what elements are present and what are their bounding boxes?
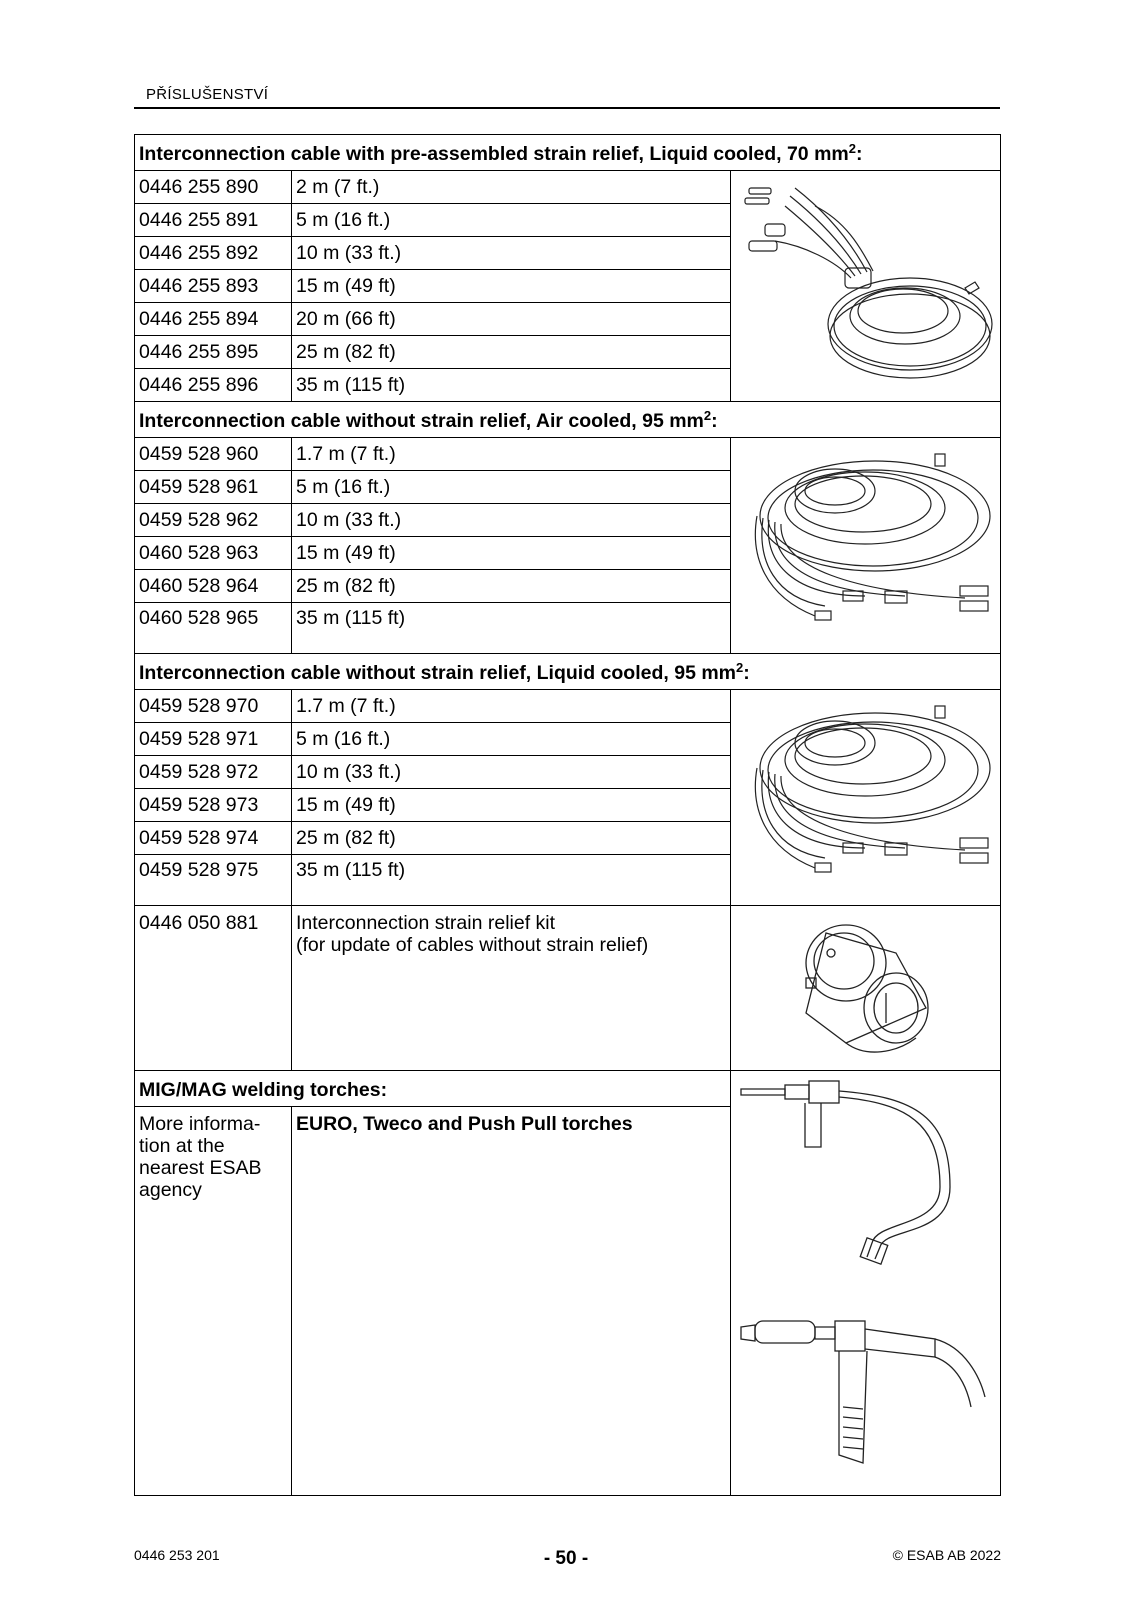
part-number: 0446 255 894 [135,303,292,336]
page-section-title: PŘÍSLUŠENSTVÍ [146,86,269,103]
part-number: 0459 528 970 [135,690,292,723]
kit-description: Interconnection strain relief kit (for update of cables without strain relief) [292,906,731,1071]
part-number: 0459 528 973 [135,789,292,822]
cable-length: 5 m (16 ft.) [292,723,731,756]
cable-length: 25 m (82 ft) [292,570,731,603]
table-row [135,171,1001,204]
table-row [135,438,1001,471]
part-number: 0459 528 960 [135,438,292,471]
part-number: 0459 528 975 [135,855,292,906]
cable-length: 35 m (115 ft) [292,855,731,906]
torches-header: MIG/MAG welding torches: [135,1071,731,1107]
cable-length: 5 m (16 ft.) [292,204,731,237]
cable-length: 25 m (82 ft) [292,336,731,369]
header-rule [134,107,1000,109]
part-number: 0459 528 961 [135,471,292,504]
cable-length: 35 m (115 ft) [292,369,731,402]
section-header-liquid95: Interconnection cable without strain relief, Liquid cooled, 95 $mm^2$: [135,654,1001,690]
cable-length: 10 m (33 ft.) [292,756,731,789]
part-number: 0459 528 972 [135,756,292,789]
accessories-table [134,134,1001,1496]
page-number: - 50 - [543,1548,589,1569]
part-number: 0460 528 964 [135,570,292,603]
section-header-air95: Interconnection cable without strain relief, Air cooled, 95 $mm^2$: [135,402,1001,438]
section-header-liquid70: Interconnection cable with pre-assembled strain relief, Liquid cooled, 70 $mm^2$: [135,135,1001,171]
cable-length: 2 m (7 ft.) [292,171,731,204]
cable-length: 10 m (33 ft.) [292,237,731,270]
part-number: 0446 255 896 [135,369,292,402]
part-number: 0446 255 895 [135,336,292,369]
strain-relief-kit-illustration [731,906,1001,1071]
part-number: 0446 255 892 [135,237,292,270]
part-number: 0460 528 963 [135,537,292,570]
cable-length: 15 m (49 ft) [292,270,731,303]
cable-length: 1.7 m (7 ft.) [292,690,731,723]
table-row [135,906,1001,1071]
cable-length: 20 m (66 ft) [292,303,731,336]
part-number: 0460 528 965 [135,603,292,654]
part-number: 0459 528 962 [135,504,292,537]
part-number: 0459 528 974 [135,822,292,855]
more-info-text: More informa- tion at the nearest ESAB agency [135,1107,292,1496]
cable-length: 1.7 m (7 ft.) [292,438,731,471]
part-number: 0446 050 881 [135,906,292,1071]
cable-length: 10 m (33 ft.) [292,504,731,537]
cable-air95-illustration [731,438,1001,654]
cable-liquid95-illustration [731,690,1001,906]
cable-length: 35 m (115 ft) [292,603,731,654]
doc-number: 0446 253 201 [134,1547,220,1563]
cable-liquid70-illustration [731,171,1001,402]
torch-types: EURO, Tweco and Push Pull torches [292,1107,731,1496]
part-number: 0446 255 893 [135,270,292,303]
cable-length: 25 m (82 ft) [292,822,731,855]
table-row [135,690,1001,723]
cable-length: 15 m (49 ft) [292,789,731,822]
welding-torches-illustration [731,1071,1001,1496]
cable-length: 5 m (16 ft.) [292,471,731,504]
part-number: 0446 255 890 [135,171,292,204]
cable-length: 15 m (49 ft) [292,537,731,570]
part-number: 0459 528 971 [135,723,292,756]
part-number: 0446 255 891 [135,204,292,237]
copyright: © ESAB AB 2022 [892,1547,1001,1563]
